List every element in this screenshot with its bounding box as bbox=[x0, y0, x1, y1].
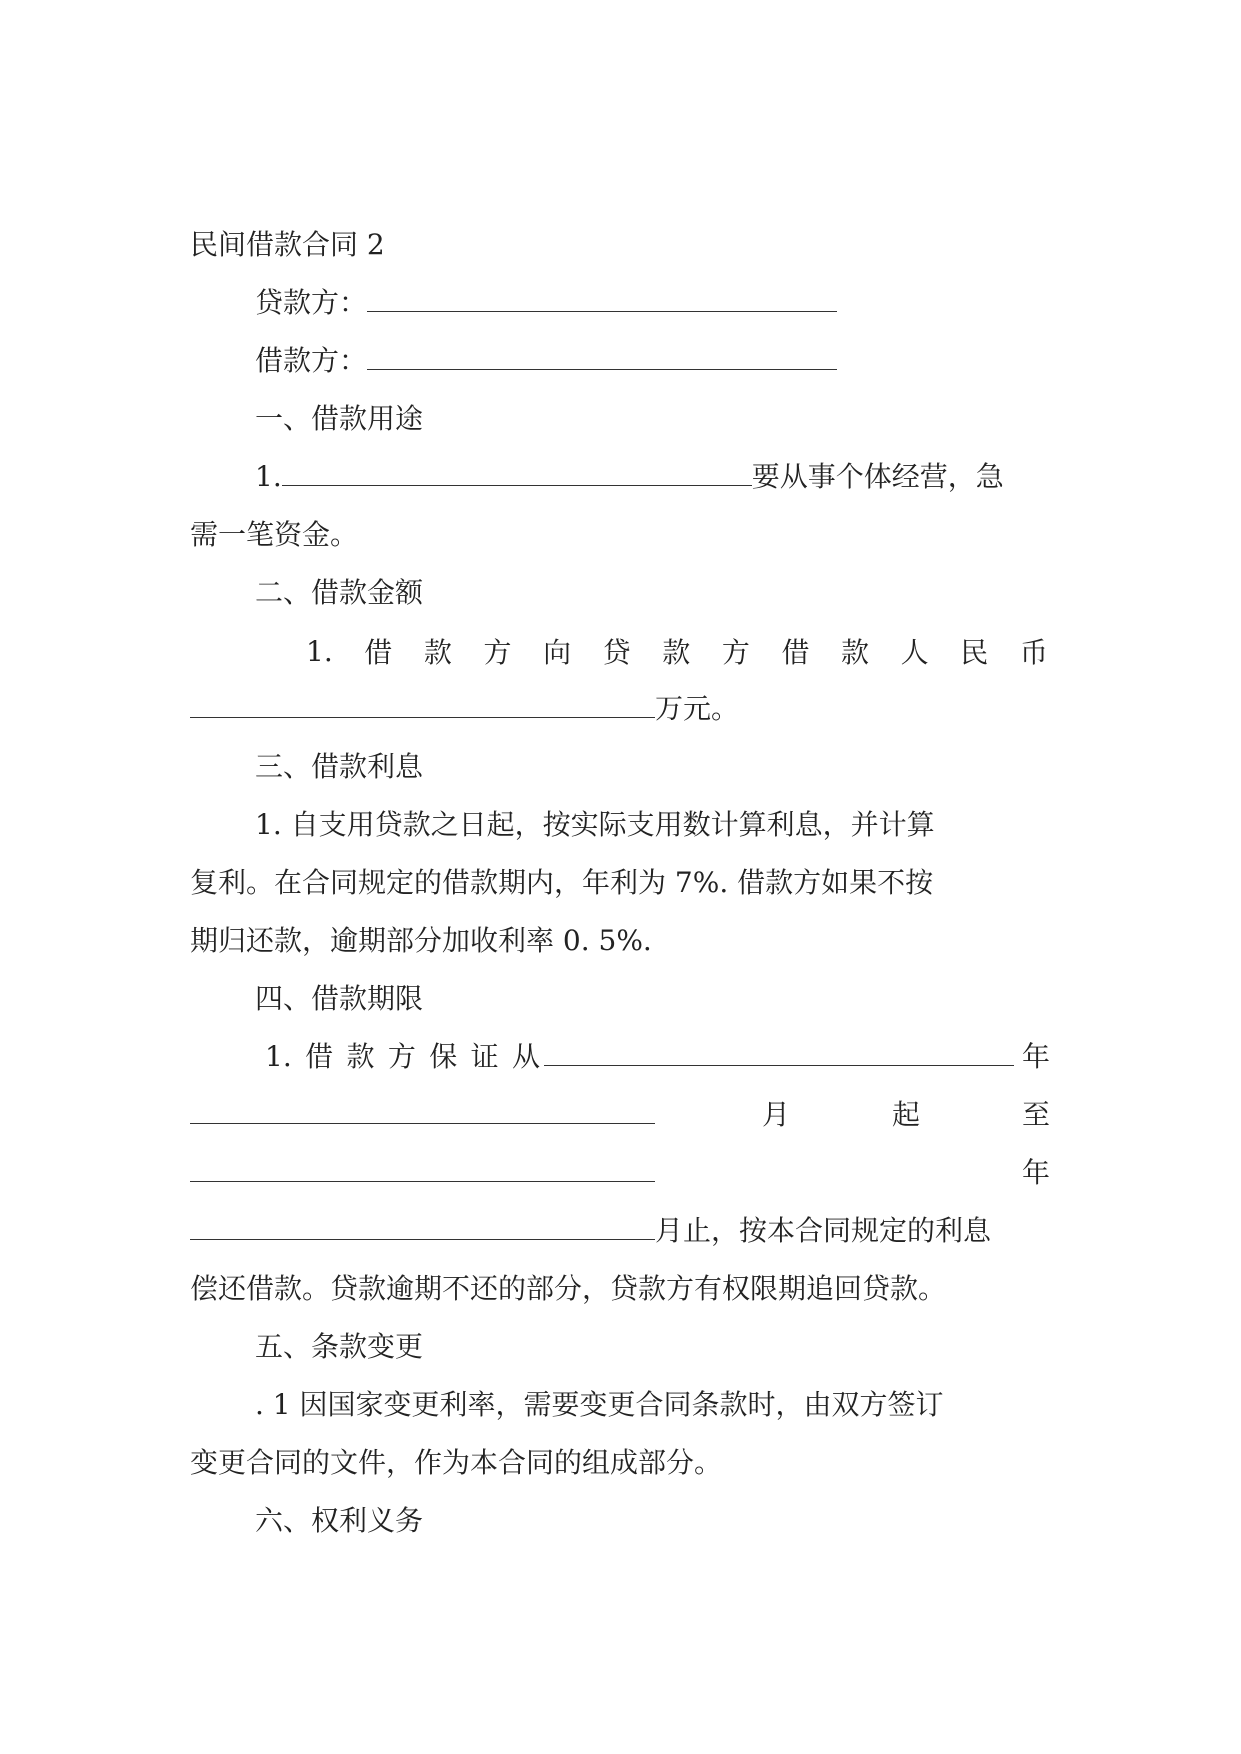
document-title: 民间借款合同 2 bbox=[190, 228, 385, 261]
section3-line3: 期归还款，逾期部分加收利率 0. 5%. bbox=[190, 924, 652, 957]
section4-month-label: 月 bbox=[762, 1098, 791, 1131]
section2-char: 方 bbox=[721, 636, 750, 669]
section4-line1 bbox=[265, 1034, 1050, 1080]
section2-char: 款 bbox=[423, 636, 452, 669]
section4-char: 款 bbox=[346, 1040, 375, 1073]
section4-char: 1. bbox=[265, 1040, 292, 1073]
section2-char: 款 bbox=[662, 636, 691, 669]
section3-line2: 复利。在合同规定的借款期内，年利为 7%. 借款方如果不按 bbox=[190, 866, 934, 899]
section2-char: 人 bbox=[900, 636, 929, 669]
lender-blank bbox=[367, 283, 837, 312]
section4-char: 证 bbox=[470, 1040, 499, 1073]
section1-item-text: 要从事个体经营，急 bbox=[751, 460, 1004, 493]
section2-char: 贷 bbox=[602, 636, 631, 669]
section4-year-label: 年 bbox=[1021, 1040, 1050, 1073]
section1-heading: 一、借款用途 bbox=[255, 402, 424, 435]
section2-item-line1 bbox=[306, 628, 1048, 674]
section4-char: 保 bbox=[429, 1040, 458, 1073]
section4-char: 从 bbox=[511, 1040, 540, 1073]
section4-line1-text bbox=[265, 1034, 540, 1080]
section5-heading: 五、条款变更 bbox=[255, 1330, 424, 1363]
section2-unit: 万元。 bbox=[655, 692, 740, 725]
section6-heading: 六、权利义务 bbox=[255, 1504, 424, 1537]
section2-char: 款 bbox=[841, 636, 870, 669]
section1-item-number: 1. bbox=[255, 460, 282, 493]
section4-line5: 偿还借款。贷款逾期不还的部分，贷款方有权限期追回贷款。 bbox=[190, 1272, 947, 1305]
section4-end-year-label: 年 bbox=[1021, 1156, 1050, 1189]
section1-item-line2: 需一笔资金。 bbox=[190, 518, 359, 551]
section5-line2: 变更合同的文件，作为本合同的组成部分。 bbox=[190, 1446, 723, 1479]
section4-line3 bbox=[190, 1150, 1050, 1196]
section2-char: 借 bbox=[781, 636, 810, 669]
section2-char: 1. bbox=[306, 634, 333, 668]
section1-item-line1 bbox=[255, 454, 1050, 500]
section2-heading: 二、借款金额 bbox=[255, 576, 424, 609]
section2-item-line2 bbox=[190, 686, 1050, 732]
section4-start-month-blank bbox=[190, 1095, 655, 1124]
section4-line4 bbox=[190, 1208, 1050, 1254]
section4-to-label: 至 bbox=[1021, 1098, 1050, 1131]
section4-heading: 四、借款期限 bbox=[255, 982, 424, 1015]
section2-char: 借 bbox=[364, 636, 393, 669]
borrower-label: 借款方： bbox=[255, 344, 368, 377]
section2-char: 向 bbox=[543, 636, 572, 669]
section4-line2 bbox=[190, 1092, 1050, 1138]
section2-amount-blank bbox=[190, 689, 655, 718]
section5-line1: . 1 因国家变更利率，需要变更合同条款时，由双方签订 bbox=[255, 1388, 944, 1421]
section2-char: 方 bbox=[483, 636, 512, 669]
section2-char: 币 bbox=[1019, 636, 1048, 669]
section1-purpose-blank bbox=[282, 457, 752, 486]
lender-label: 贷款方： bbox=[255, 286, 368, 319]
borrower-blank bbox=[367, 341, 837, 370]
lender-line bbox=[255, 280, 1050, 326]
section2-char: 民 bbox=[960, 636, 989, 669]
borrower-line bbox=[255, 338, 1050, 384]
section4-char: 借 bbox=[305, 1040, 334, 1073]
section4-end-year-blank bbox=[190, 1153, 655, 1182]
section4-from-label: 起 bbox=[892, 1098, 921, 1131]
section3-line1: 1. 自支用贷款之日起，按实际支用数计算利息，并计算 bbox=[255, 808, 935, 841]
section3-heading: 三、借款利息 bbox=[255, 750, 424, 783]
section4-end-month-blank bbox=[190, 1211, 655, 1240]
section4-char: 方 bbox=[387, 1040, 416, 1073]
section4-start-year-blank bbox=[544, 1037, 1014, 1066]
section4-line4-text: 月止，按本合同规定的利息 bbox=[655, 1214, 992, 1247]
